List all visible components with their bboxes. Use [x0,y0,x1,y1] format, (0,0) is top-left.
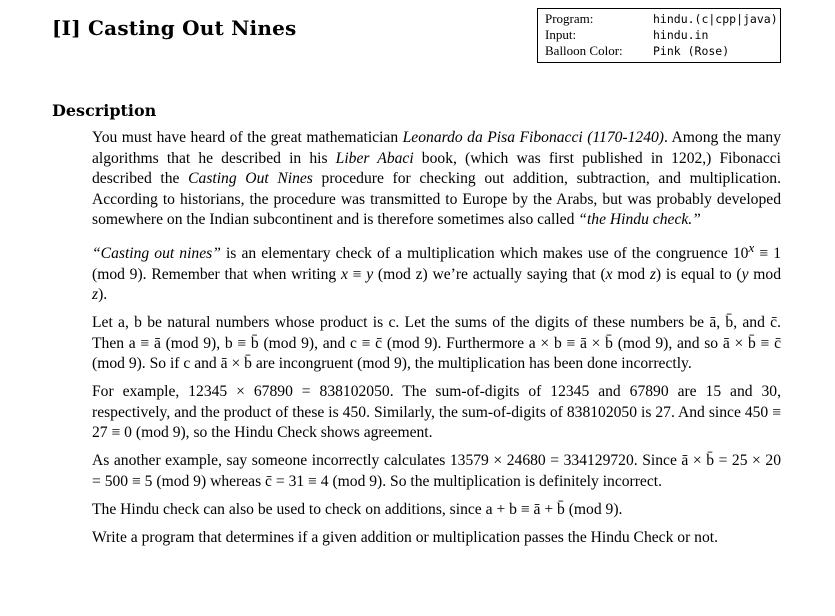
text-run: mod [612,265,650,283]
math-var: x [340,265,348,283]
input-value: hindu.in [653,28,709,42]
text-run: is an elementary check of a multiplication which makes use of the congruence 10 [220,245,749,263]
program-value: hindu.(c|cpp|java) [653,12,778,26]
mathematician-name: Leonardo da Pisa Fibonacci (1170-1240) [402,129,664,146]
section-heading: Description [52,101,157,120]
math-var: y [366,265,374,283]
paragraph-addition: The Hindu check can also be used to check on additions, since a + b ≡ ā + b̄ (mod 9). [92,500,623,518]
text-run: book, (which was first published in 1202,) Fibonacci described the [92,149,781,187]
balloon-label: Balloon Color: [545,43,623,58]
casting-out-nines-quote: “Casting out nines” [92,245,221,263]
input-row [538,27,780,43]
input-label: Input: [545,27,577,42]
hindu-check-quote: “the Hindu check.” [578,211,701,228]
program-label: Program: [545,11,594,26]
text-run: . Among the many algorithms that he described in his [92,129,781,167]
text-run: (mod z) we’re actually saying that ( [373,265,606,283]
text-run: ). [98,286,108,304]
balloon-row [538,43,780,59]
exponent: x [748,240,755,255]
text-run: ≡ 1 (mod 9). Remember that when writing [92,245,781,283]
text-run: mod [748,265,782,283]
balloon-value: Pink (Rose) [653,44,730,58]
problem-info-box [537,8,781,63]
math-var: z [92,286,99,304]
paragraph-congruence [92,238,781,306]
paragraph-example-1: For example, 12345 × 67890 = 838102050. The sum-of-digits of 12345 and 67890 are 15 and 30, respectively, and the product of these is 450. Similarly, the sum-of-digits of 838102050 is 27. And since 450 ≡ 27 ≡ 0 (mod 9), so the Hindu Check shows agreement. [92,383,781,442]
program-row [538,11,780,27]
math-var: z [649,265,656,283]
book-title: Liber Abaci [335,149,414,167]
description-body [92,128,781,556]
problem-title: [I] Casting Out Nines [52,16,297,40]
paragraph-intro [92,128,781,231]
math-var: y [741,265,749,283]
paragraph-definition: Let a, b be natural numbers whose product is c. Let the sums of the digits of these numbers be ā, b̄, and c̄. Then a ≡ ā (mod 9), b ≡ b̄ (mod 9), and c ≡ c̄ (mod 9). Furthermore a × b ≡ ā × b̄ (mod 9), and so ā × b̄ ≡ c̄ (mod 9). So if c and ā × b̄ are incongruent (mod 9), the multiplication has been done incorrectly. [92,314,781,373]
text-run: You must have heard of the great mathematician [92,129,403,146]
text-run: ≡ [347,265,367,283]
procedure-name: Casting Out Nines [188,170,313,187]
text-run: procedure for checking out addition, subtraction, and multiplication. According to historians, the procedure was transmitted to Europe by the Arabs, but was probably developed somewhere on the Indian subcontinent and is therefore sometimes also called [92,170,781,228]
text-run: ) is equal to ( [655,265,742,283]
math-var: x [605,265,613,283]
paragraph-task: Write a program that determines if a given addition or multiplication passes the Hindu Check or not. [92,528,718,546]
paragraph-example-2: As another example, say someone incorrectly calculates 13579 × 24680 = 334129720. Since ā × b̄ = 25 × 20 = 500 ≡ 5 (mod 9) whereas c̄ = 31 ≡ 4 (mod 9). So the multiplication is definitely incorrect. [92,452,781,490]
